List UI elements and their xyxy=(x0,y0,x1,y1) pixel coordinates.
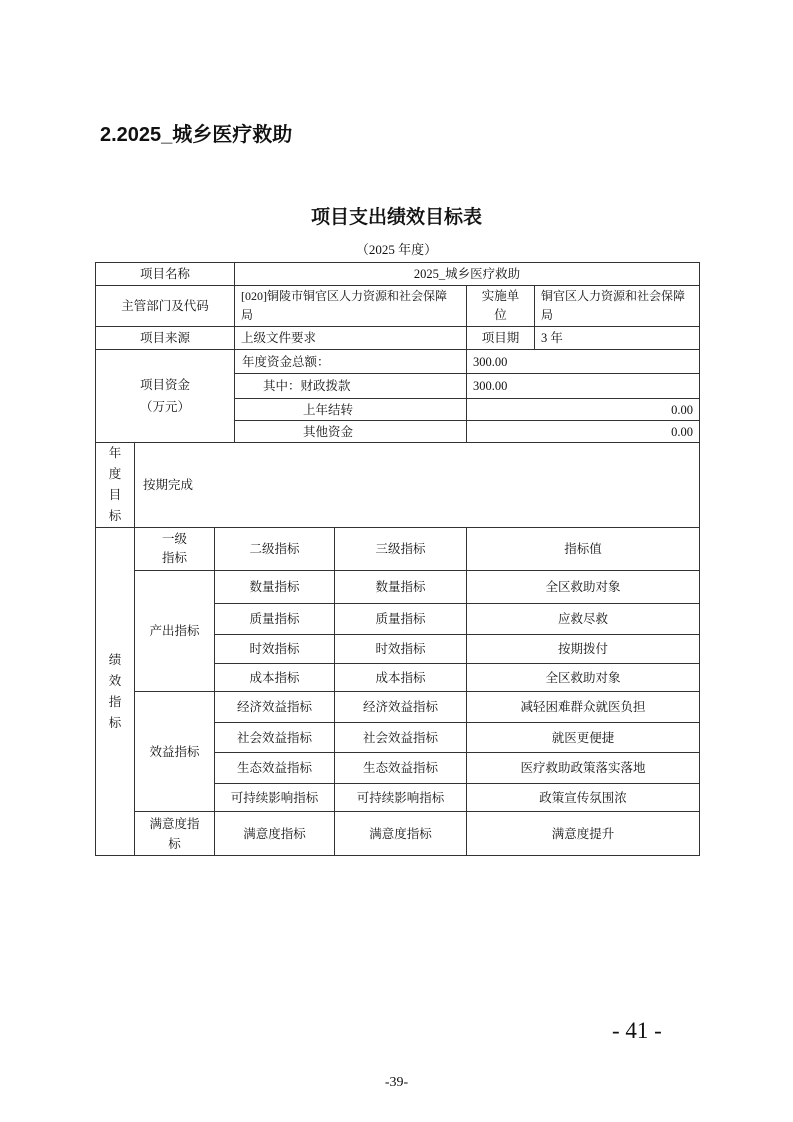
indicator-value: 应救尽救 xyxy=(467,604,700,635)
indicator-value: 减轻困难群众就医负担 xyxy=(467,692,700,723)
table-title: 项目支出绩效目标表 xyxy=(310,207,482,228)
annual-goal-value: 按期完成 xyxy=(135,443,700,528)
indicator-level2: 满意度指标 xyxy=(215,812,335,856)
indicator-level3: 数量指标 xyxy=(335,571,467,604)
indicator-value: 全区救助对象 xyxy=(467,571,700,604)
source-label: 项目来源 xyxy=(96,327,235,350)
indicators-label: 绩 效 指 标 xyxy=(96,528,135,856)
period-label: 项目期 xyxy=(467,327,535,350)
indicator-level3: 生态效益指标 xyxy=(335,753,467,784)
table-row xyxy=(96,692,700,723)
indicator-value: 按期拨付 xyxy=(467,635,700,664)
funding-label: 项目资金 （万元） xyxy=(96,350,235,443)
project-name-label: 项目名称 xyxy=(96,263,235,286)
indicator-level3: 社会效益指标 xyxy=(335,723,467,753)
dept-value: [020]铜陵市铜官区人力资源和社会保障 局 xyxy=(235,286,467,327)
table-row xyxy=(96,327,700,350)
indicator-level3: 成本指标 xyxy=(335,664,467,692)
funding-carryover-label: 上年结转 xyxy=(235,399,467,421)
performance-target-table xyxy=(95,262,700,856)
header-level3: 三级指标 xyxy=(335,528,467,571)
funding-total-value: 300.00 xyxy=(467,350,700,374)
table-row xyxy=(96,350,700,374)
table-subtitle: （2025 年度） xyxy=(355,242,438,257)
indicator-level3: 可持续影响指标 xyxy=(335,784,467,812)
funding-other-value: 0.00 xyxy=(467,421,700,443)
indicator-level1-satisfaction: 满意度指 标 xyxy=(135,812,215,856)
indicator-level2: 可持续影响指标 xyxy=(215,784,335,812)
funding-total-label: 年度资金总额： xyxy=(235,350,467,374)
annual-goal-label: 年 度 目 标 xyxy=(96,443,135,528)
indicator-level2: 时效指标 xyxy=(215,635,335,664)
indicator-value: 全区救助对象 xyxy=(467,664,700,692)
funding-fiscal-label: 其中：财政拨款 xyxy=(235,374,467,399)
table-row xyxy=(96,528,700,571)
indicator-value: 满意度提升 xyxy=(467,812,700,856)
funding-other-label: 其他资金 xyxy=(235,421,467,443)
unit-label: 实施单 位 xyxy=(467,286,535,327)
table-row xyxy=(96,443,700,528)
indicator-value: 医疗救助政策落实落地 xyxy=(467,753,700,784)
indicator-value: 政策宣传氛围浓 xyxy=(467,784,700,812)
indicator-level2: 经济效益指标 xyxy=(215,692,335,723)
project-name-value: 2025_城乡医疗救助 xyxy=(235,263,700,286)
page-number-printed: - 41 - xyxy=(612,1018,662,1043)
indicator-level1-output: 产出指标 xyxy=(135,571,215,692)
table-row xyxy=(96,263,700,286)
table-row xyxy=(96,286,700,327)
table-row xyxy=(96,571,700,604)
page-number-footer: -39- xyxy=(384,1075,409,1090)
indicator-value: 就医更便捷 xyxy=(467,723,700,753)
header-level1: 一级 指标 xyxy=(135,528,215,571)
indicator-level3: 质量指标 xyxy=(335,604,467,635)
section-heading: 2.2025_城乡医疗救助 xyxy=(100,124,293,146)
indicator-level3: 时效指标 xyxy=(335,635,467,664)
indicator-level3: 经济效益指标 xyxy=(335,692,467,723)
indicator-level2: 生态效益指标 xyxy=(215,753,335,784)
dept-label: 主管部门及代码 xyxy=(96,286,235,327)
unit-value: 铜官区人力资源和社会保障 局 xyxy=(535,286,700,327)
funding-fiscal-value: 300.00 xyxy=(467,374,700,399)
table-row xyxy=(96,812,700,856)
indicator-level2: 质量指标 xyxy=(215,604,335,635)
indicator-level2: 成本指标 xyxy=(215,664,335,692)
indicator-level3: 满意度指标 xyxy=(335,812,467,856)
indicator-level2: 数量指标 xyxy=(215,571,335,604)
indicator-level2: 社会效益指标 xyxy=(215,723,335,753)
funding-carryover-value: 0.00 xyxy=(467,399,700,421)
header-value: 指标值 xyxy=(467,528,700,571)
period-value: 3 年 xyxy=(535,327,700,350)
indicator-level1-benefit: 效益指标 xyxy=(135,692,215,812)
header-level2: 二级指标 xyxy=(215,528,335,571)
source-value: 上级文件要求 xyxy=(235,327,467,350)
